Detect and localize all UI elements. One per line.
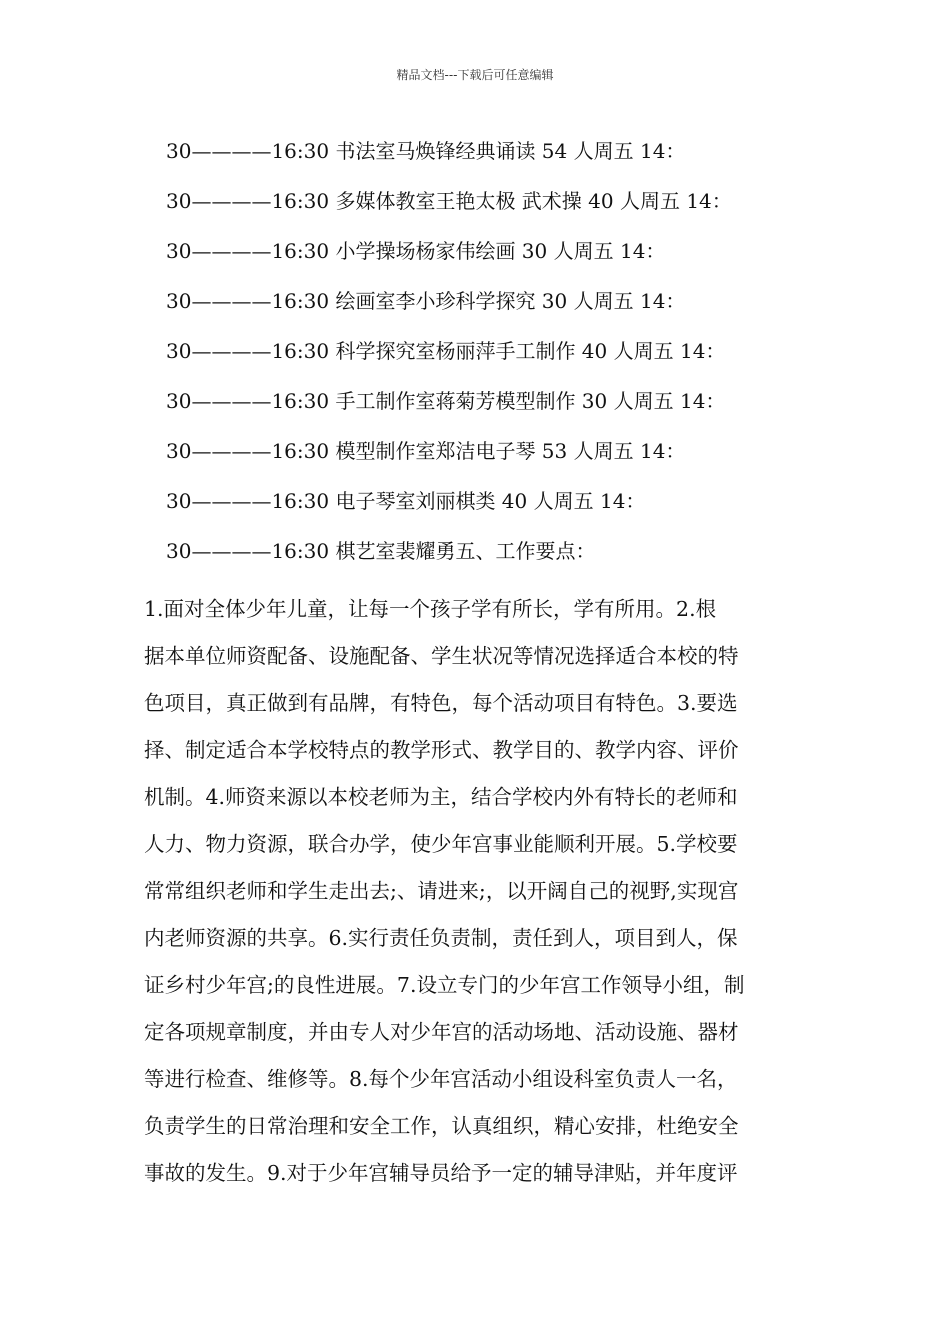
schedule-line: 30————16:30 绘画室李小珍科学探究 30 人周五 14： bbox=[166, 289, 686, 313]
paragraph-line: 负责学生的日常治理和安全工作，认真组织，精心安排，杜绝安全 bbox=[144, 1114, 739, 1138]
schedule-line: 30————16:30 手工制作室蒋菊芳模型制作 30 人周五 14： bbox=[166, 389, 726, 413]
paragraph-line: 内老师资源的共享。6.实行责任负责制，责任到人，项目到人，保 bbox=[144, 926, 738, 950]
paragraph-line: 定各项规章制度，并由专人对少年宫的活动场地、活动设施、器材 bbox=[144, 1020, 739, 1044]
schedule-line: 30————16:30 多媒体教室王艳太极 武术操 40 人周五 14： bbox=[166, 189, 732, 213]
work-points-paragraph bbox=[144, 586, 808, 1197]
paragraph-line: 据本单位师资配备、设施配备、学生状况等情况选择适合本校的特 bbox=[144, 644, 739, 668]
paragraph-line: 人力、物力资源，联合办学，使少年宫事业能顺利开展。5.学校要 bbox=[144, 832, 738, 856]
schedule-line: 30————16:30 棋艺室裴耀勇五、工作要点： bbox=[166, 539, 596, 563]
schedule-line: 30————16:30 模型制作室郑洁电子琴 53 人周五 14： bbox=[166, 439, 686, 463]
paragraph-line: 1.面对全体少年儿童，让每一个孩子学有所长，学有所用。2.根 bbox=[144, 597, 717, 621]
paragraph-line: 事故的发生。9.对于少年宫辅导员给予一定的辅导津贴，并年度评 bbox=[144, 1161, 738, 1185]
paragraph-line: 色项目，真正做到有品牌，有特色，每个活动项目有特色。3.要选 bbox=[144, 691, 738, 715]
schedule-list bbox=[166, 136, 866, 586]
paragraph-line: 证乡村少年宫;的良性进展。7.设立专门的少年宫工作领导小组，制 bbox=[144, 973, 745, 997]
paragraph-line: 择、制定适合本学校特点的教学形式、教学目的、教学内容、评价 bbox=[144, 738, 739, 762]
schedule-line: 30————16:30 书法室马焕锋经典诵读 54 人周五 14： bbox=[166, 139, 686, 163]
paragraph-line: 常常组织老师和学生走出去;、请进来;，以开阔自己的视野,实现宫 bbox=[144, 879, 739, 903]
schedule-line: 30————16:30 小学操场杨家伟绘画 30 人周五 14： bbox=[166, 239, 666, 263]
schedule-line: 30————16:30 科学探究室杨丽萍手工制作 40 人周五 14： bbox=[166, 339, 726, 363]
schedule-line: 30————16:30 电子琴室刘丽棋类 40 人周五 14： bbox=[166, 489, 646, 513]
paragraph-line: 等进行检查、维修等。8.每个少年宫活动小组设科室负责人一名， bbox=[144, 1067, 738, 1091]
page-header: 精品文档---下载后可任意编辑 bbox=[396, 68, 554, 82]
paragraph-line: 机制。4.师资来源以本校老师为主，结合学校内外有特长的老师和 bbox=[144, 785, 738, 809]
